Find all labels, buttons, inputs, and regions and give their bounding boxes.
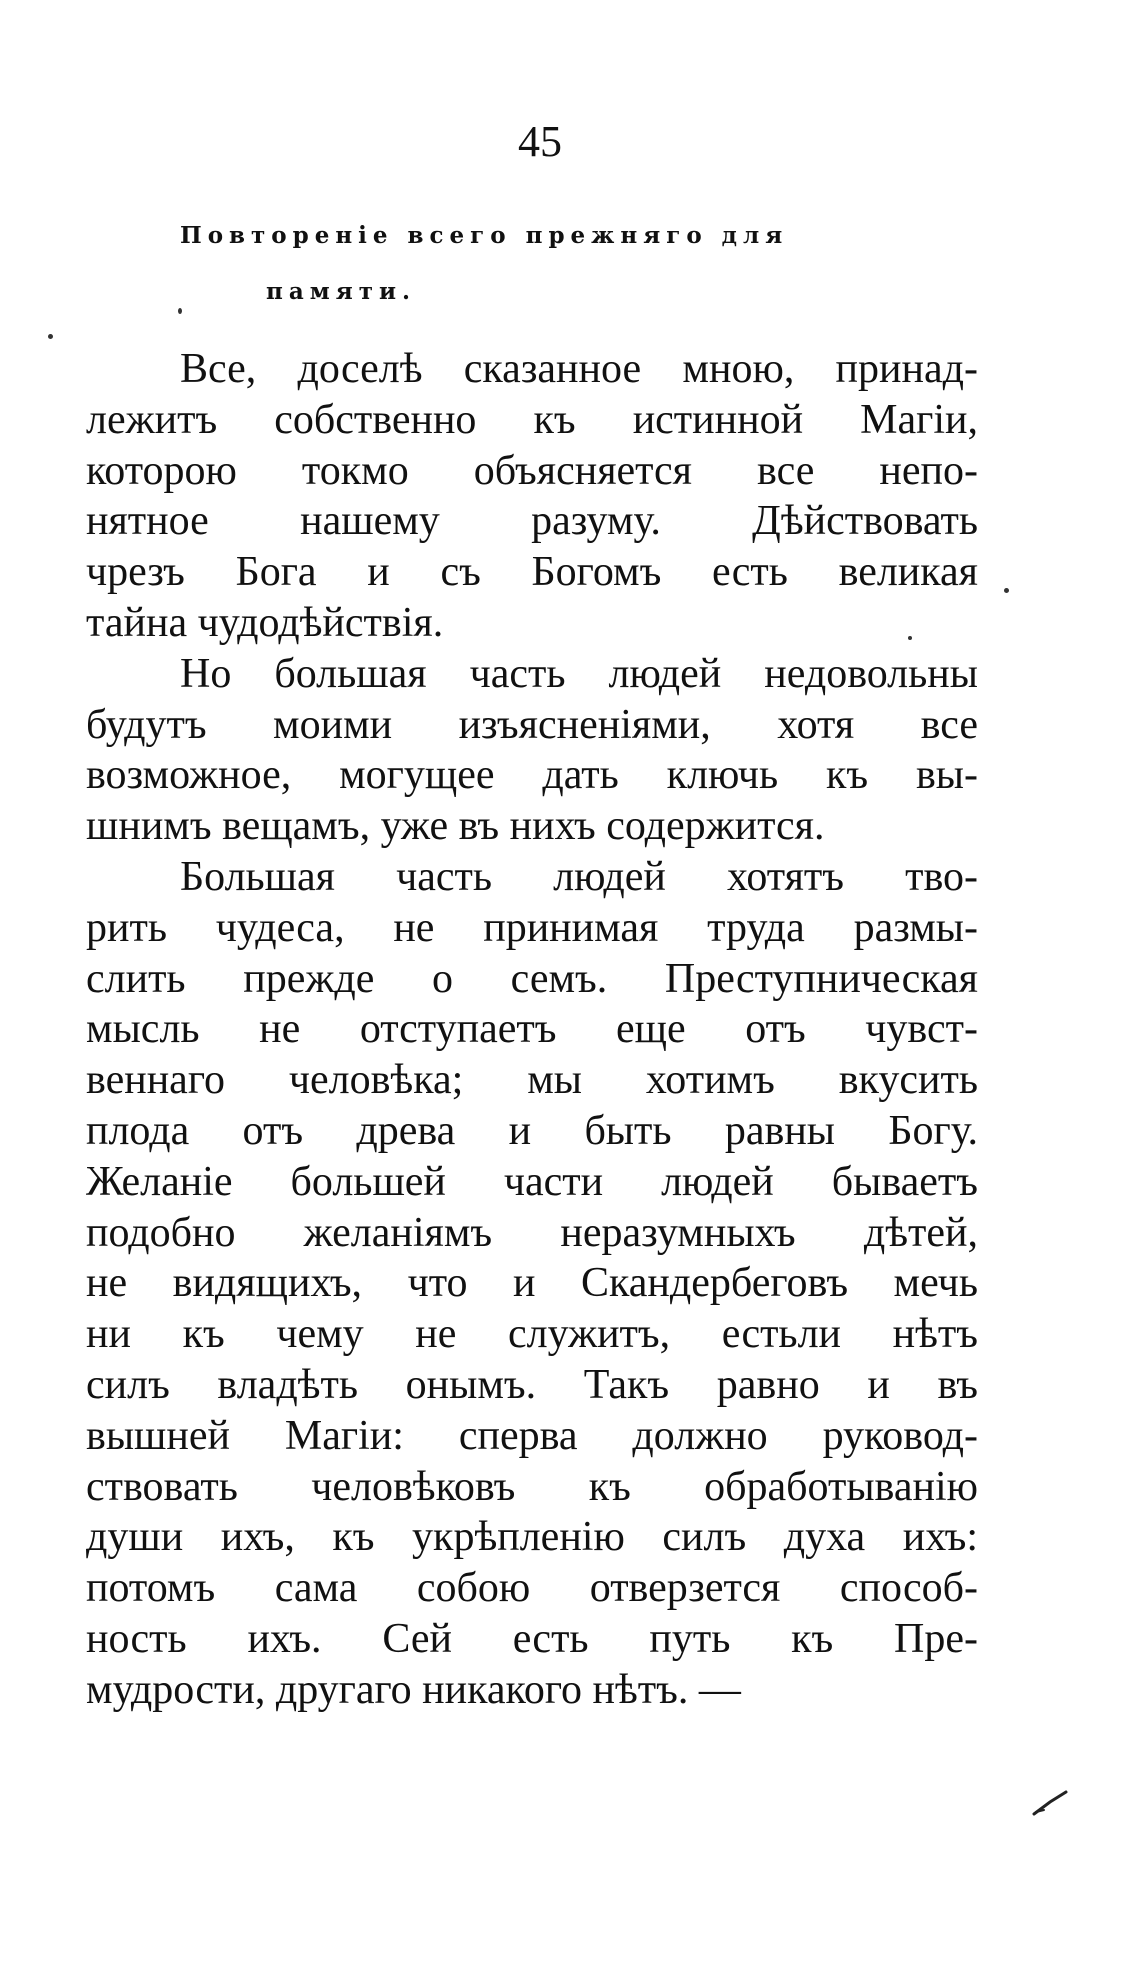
text-line: ни къ чему не служитъ, естьли нѣтъ <box>86 1311 978 1358</box>
text-line: ность ихъ. Сей есть путь къ Пре- <box>86 1615 978 1662</box>
text-line: будутъ моими изъясненiями, хотя все <box>86 701 978 748</box>
text-line: подобно желанiямъ неразумныхъ дѣтей, <box>86 1209 978 1256</box>
text-line: которою токмо объясняется все непо- <box>86 447 978 494</box>
ink-speck <box>48 334 53 339</box>
text-line: Большая часть людей хотятъ тво- <box>180 853 978 900</box>
text-line: силъ владѣть онымъ. Такъ равно и въ <box>86 1361 978 1408</box>
page-number: 45 <box>518 117 562 166</box>
paragraph-2 <box>86 649 978 852</box>
text-line: тайна чудодѣйствiя. <box>86 599 444 646</box>
text-line: Все, доселѣ сказанное мною, принад- <box>180 346 978 392</box>
text-line: рить чудеса, не принимая труда размы- <box>86 904 978 951</box>
ink-speck <box>178 308 182 314</box>
text-line: веннаго человѣка; мы хотимъ вкусить <box>86 1057 978 1104</box>
text-line: лежитъ собственно къ истинной Магiи, <box>86 396 978 443</box>
ink-speck <box>1004 588 1009 593</box>
text-line: вышней Магiи: сперва должно руковод- <box>86 1412 978 1459</box>
ink-speck <box>908 636 912 640</box>
section-heading-line-2: памяти. <box>266 278 417 305</box>
body-text <box>86 344 978 1716</box>
paragraph-3 <box>86 852 978 1716</box>
text-line: Желанiе большей части людей бываетъ <box>86 1158 978 1205</box>
text-line: плода отъ древа и быть равны Богу. <box>86 1107 978 1154</box>
text-line: Но большая часть людей недовольны <box>180 650 978 697</box>
section-heading <box>180 208 980 320</box>
ink-stroke-mark <box>1030 1788 1070 1818</box>
section-heading-line-1: Повторенiе всего прежняго для <box>180 222 789 249</box>
text-line: чрезъ Бога и съ Богомъ есть великая <box>86 549 978 596</box>
text-line: слить прежде о семъ. Преступническая <box>86 955 978 1002</box>
text-line: возможное, могущее дать ключь къ вы- <box>86 752 978 799</box>
text-line: не видящихъ, что и Скандербеговъ мечь <box>86 1260 978 1307</box>
text-line: нятное нашему разуму. Дѣйствовать <box>86 498 978 545</box>
text-line: ствовать человѣковъ къ обработыванiю <box>86 1463 978 1510</box>
paragraph-1 <box>86 344 978 649</box>
text-line: шнимъ вещамъ, уже въ нихъ содержится. <box>86 803 825 850</box>
text-line: мудрости, другаго никакого нѣтъ. — <box>86 1666 741 1713</box>
text-line: потомъ сама собою отверзется способ- <box>86 1565 978 1612</box>
text-line: мысль не отступаетъ еще отъ чувст- <box>86 1006 978 1053</box>
text-line: души ихъ, къ укрѣпленiю силъ духа ихъ: <box>86 1514 978 1561</box>
